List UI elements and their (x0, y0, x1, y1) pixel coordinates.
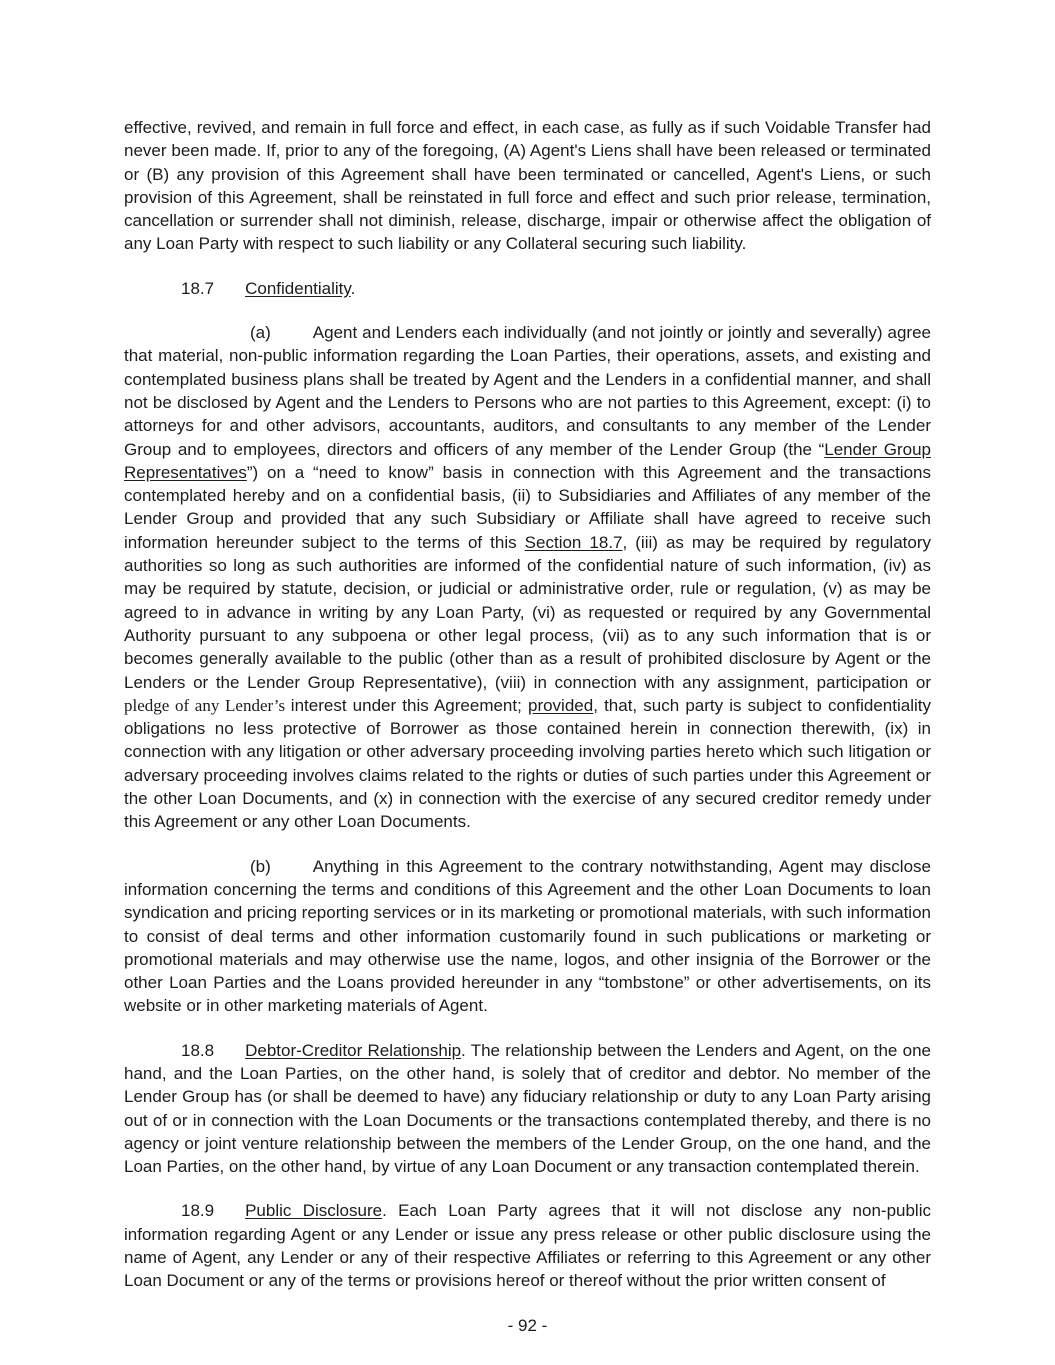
section-18-9-number: 18.9 (181, 1201, 215, 1221)
text-segment: The relationship between the Lenders and Agent, on the one hand, and the Loan Parties, on the other hand, is solely that of creditor and debtor. No member of the Lender Group has (or shall be deemed to have) any fiduciary relationship or duty to any Loan Party arising out of or in connection with the Loan Documents or the transactions contemplated thereby, and there is no agency or joint venture relationship between the members of the Lender Group, on the one hand, and the Loan Parties, on the other hand, by virtue of any Loan Document or any transaction contemplated therein. (124, 1040, 931, 1177)
paragraph-b-label: (b) (250, 856, 271, 876)
paragraph-18-9 (124, 1199, 931, 1292)
paragraph-18-7-a (124, 321, 931, 834)
section-18-7-heading (124, 277, 931, 300)
paragraph-a-label: (a) (250, 323, 271, 343)
text-segment-serif: pledge of any Lender’s (124, 695, 291, 715)
text-segment: , (iii) as may be required by regulatory authorities so long as such authorities are informed of the confidential nature of such information, (iv) as may be required by statute, decision, or judicial or administrative order, rule or regulation, (v) as may be agreed to in advance in writing by any Loan Party, (vi) as requested or required by any Governmental Authority pursuant to any subpoena or other legal process, (vii) as to any such information that is or becomes generally available to the public (other than as a result of prohibited disclosure by Agent or the Lenders or the Lender Group Representative), (viii) in connection with any assignment, participation or (124, 532, 931, 692)
section-18-8-title: Debtor-Creditor Relationship (245, 1040, 462, 1060)
section-18-8-title-period: . (461, 1040, 466, 1060)
paragraph-18-7-b (124, 855, 931, 1018)
paragraph-18-8 (124, 1039, 931, 1179)
section-18-9-title: Public Disclosure (245, 1201, 383, 1221)
paragraph-voidable-transfer: effective, revived, and remain in full force and effect, in each case, as fully as if such Voidable Transfer had never been made. If, prior to any of the foregoing, (A) Agent's Liens shall have been released or terminated or (B) any provision of this Agreement shall have been terminated or cancelled, Agent's Liens, or such provision of this Agreement, shall be reinstated in full force and effect and such prior release, termination, cancellation or surrender shall not diminish, release, discharge, impair or otherwise affect the obligation of any Loan Party with respect to such liability or any Collateral securing such liability. (124, 118, 931, 254)
section-18-9-title-period: . (382, 1201, 387, 1221)
proviso-term: provided (527, 695, 594, 715)
defined-term-lender-group-representatives: Lender Group Representatives (124, 439, 931, 482)
section-18-7-number: 18.7 (181, 278, 215, 298)
section-18-7-title: Confidentiality (245, 278, 351, 298)
cross-reference-section-18-7: Section 18.7 (524, 532, 623, 552)
text-segment: Agent and Lenders each individually (and not jointly or jointly and severally) agree that material, non-public information regarding the Loan Parties, their operations, assets, and existing and contemplated business plans shall be treated by Agent and the Lenders in a confidential manner, and shall not be disclosed by Agent and the Lenders to Persons who are not parties to this Agreement, except: (i) to attorneys for and other advisors, accountants, auditors, and consultants to any member of the Lender Group and to employees, directors and officers of any member of the Lender Group (the “ (124, 323, 931, 459)
section-18-8-number: 18.8 (181, 1040, 215, 1060)
text-segment: , that, such party is subject to confidentiality obligations no less protective of Borrower as those contained herein in connection therewith, (ix) in connection with any litigation or other adversary proceeding involving parties hereto which such litigation or adversary proceeding involves claims related to the rights or duties of such parties under this Agreement or the other Loan Documents, and (x) in connection with the exercise of any secured creditor remedy under this Agreement or any other Loan Documents. (124, 695, 931, 832)
text-segment: Anything in this Agreement to the contrary notwithstanding, Agent may disclose information concerning the terms and conditions of this Agreement and the other Loan Documents to loan syndication and pricing reporting services or in its marketing or promotional materials, with such information to consist of deal terms and other information customarily found in such publications or marketing or promotional materials and may otherwise use the name, logos, and other insignia of the Borrower or the other Loan Parties and the Loans provided hereunder in any “tombstone” or other advertisements, on its website or in other marketing materials of Agent. (124, 856, 931, 1016)
page-number: - 92 - (507, 1315, 548, 1335)
text-segment: Each Loan Party agrees that it will not disclose any non-public information regarding Agent or any Lender or issue any press release or other public disclosure using the name of Agent, any Lender or any of their respective Affiliates or referring to this Agreement or any other Loan Document or any of the terms or provisions hereof or thereof without the prior written consent of (124, 1201, 931, 1291)
section-18-7-title-period: . (350, 278, 356, 298)
text-segment: ”) on a “need to know” basis in connection with this Agreement and the transactions contemplated hereby and on a confidential basis, (ii) to Subsidiaries and Affiliates of any member of the Lender Group and provided that any such Subsidiary or Affiliate shall have agreed to receive such information hereunder subject to the terms of this (124, 462, 931, 552)
text-segment: interest under this Agreement; (290, 695, 528, 715)
